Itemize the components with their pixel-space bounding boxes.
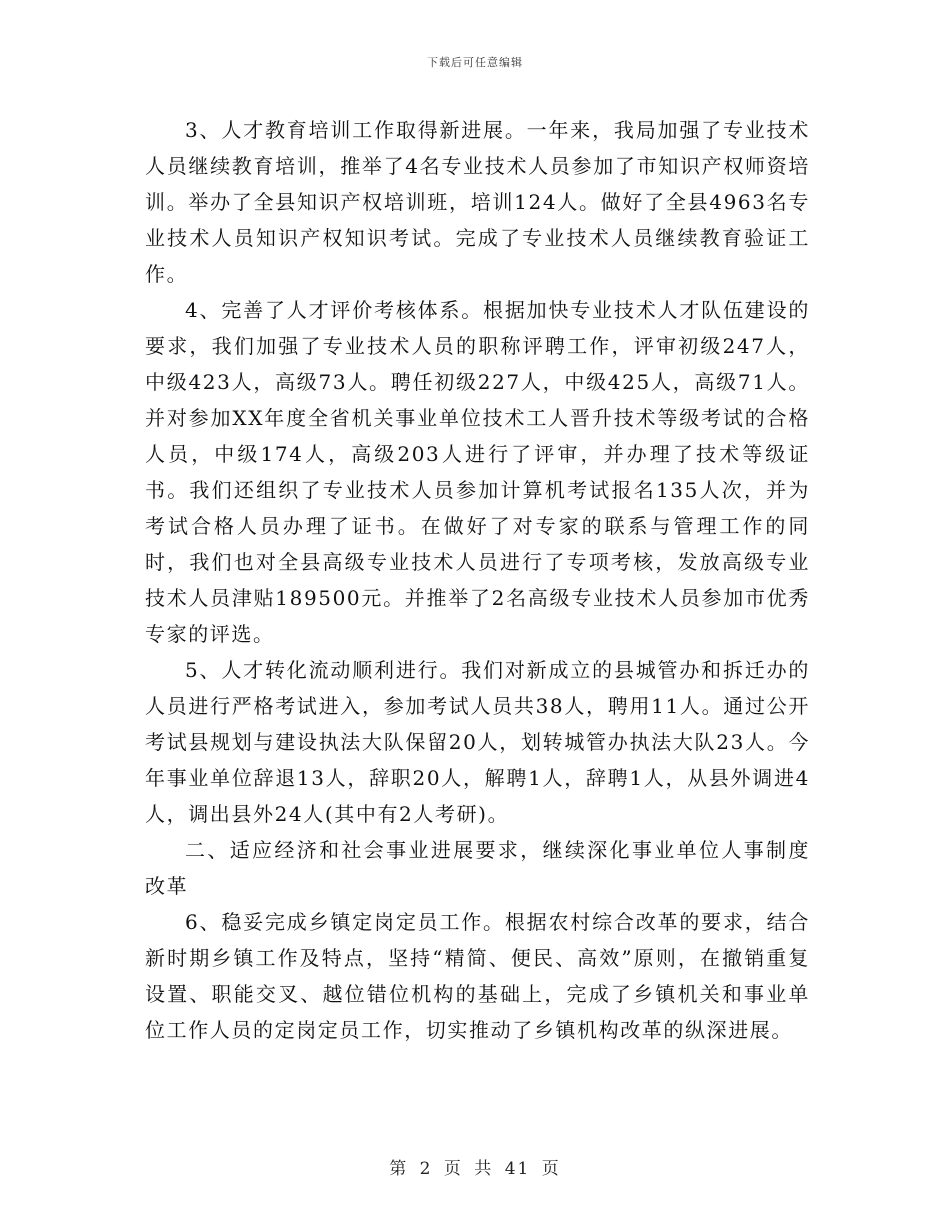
- page-number: 第 2 页 共 41 页: [389, 1159, 561, 1179]
- paragraph-talent-mobility: 5、人才转化流动顺利进行。我们对新成立的县城管办和拆迁办的人员进行严格考试进入，参加考试人员共38人，聘用11人。通过公开考试县规划与建设执法大队保留20人，划转城管办执法大队23人。今年事业单位辞退13人，辞职20人，解聘1人，辞聘1人，从县外调进4人，调出县外24人(其中有2人考研)。: [145, 658, 810, 826]
- document-body: [145, 112, 810, 1048]
- paragraph-talent-evaluation: 4、完善了人才评价考核体系。根据加快专业技术人才队伍建设的要求，我们加强了专业技术人员的职称评聘工作，评审初级247人，中级423人，高级73人。聘任初级227人，中级425人，高级71人。并对参加XX年度全省机关事业单位技术工人晋升技术等级考试的合格人员，中级174人，高级203人进行了评审，并办理了技术等级证书。我们还组织了专业技术人员参加计算机考试报名135人次，并为考试合格人员办理了证书。在做好了对专家的联系与管理工作的同时，我们也对全县高级专业技术人员进行了专项考核，发放高级专业技术人员津贴189500元。并推举了2名高级专业技术人员参加市优秀专家的评选。: [145, 298, 810, 646]
- header-note: 下载后可任意编辑: [427, 56, 523, 69]
- paragraph-talent-training: 3、人才教育培训工作取得新进展。一年来，我局加强了专业技术人员继续教育培训，推举了4名专业技术人员参加了市知识产权师资培训。举办了全县知识产权培训班，培训124人。做好了全县4963名专业技术人员知识产权知识考试。完成了专业技术人员继续教育验证工作。: [145, 118, 810, 286]
- paragraph-township-staffing: 6、稳妥完成乡镇定岗定员工作。根据农村综合改革的要求，结合新时期乡镇工作及特点，坚持“精简、便民、高效”原则，在撤销重复设置、职能交叉、越位错位机构的基础上，完成了乡镇机关和事业单位工作人员的定岗定员工作，切实推动了乡镇机构改革的纵深进展。: [145, 910, 810, 1042]
- section-heading-reform: 二、适应经济和社会事业进展要求，继续深化事业单位人事制度改革: [145, 838, 810, 898]
